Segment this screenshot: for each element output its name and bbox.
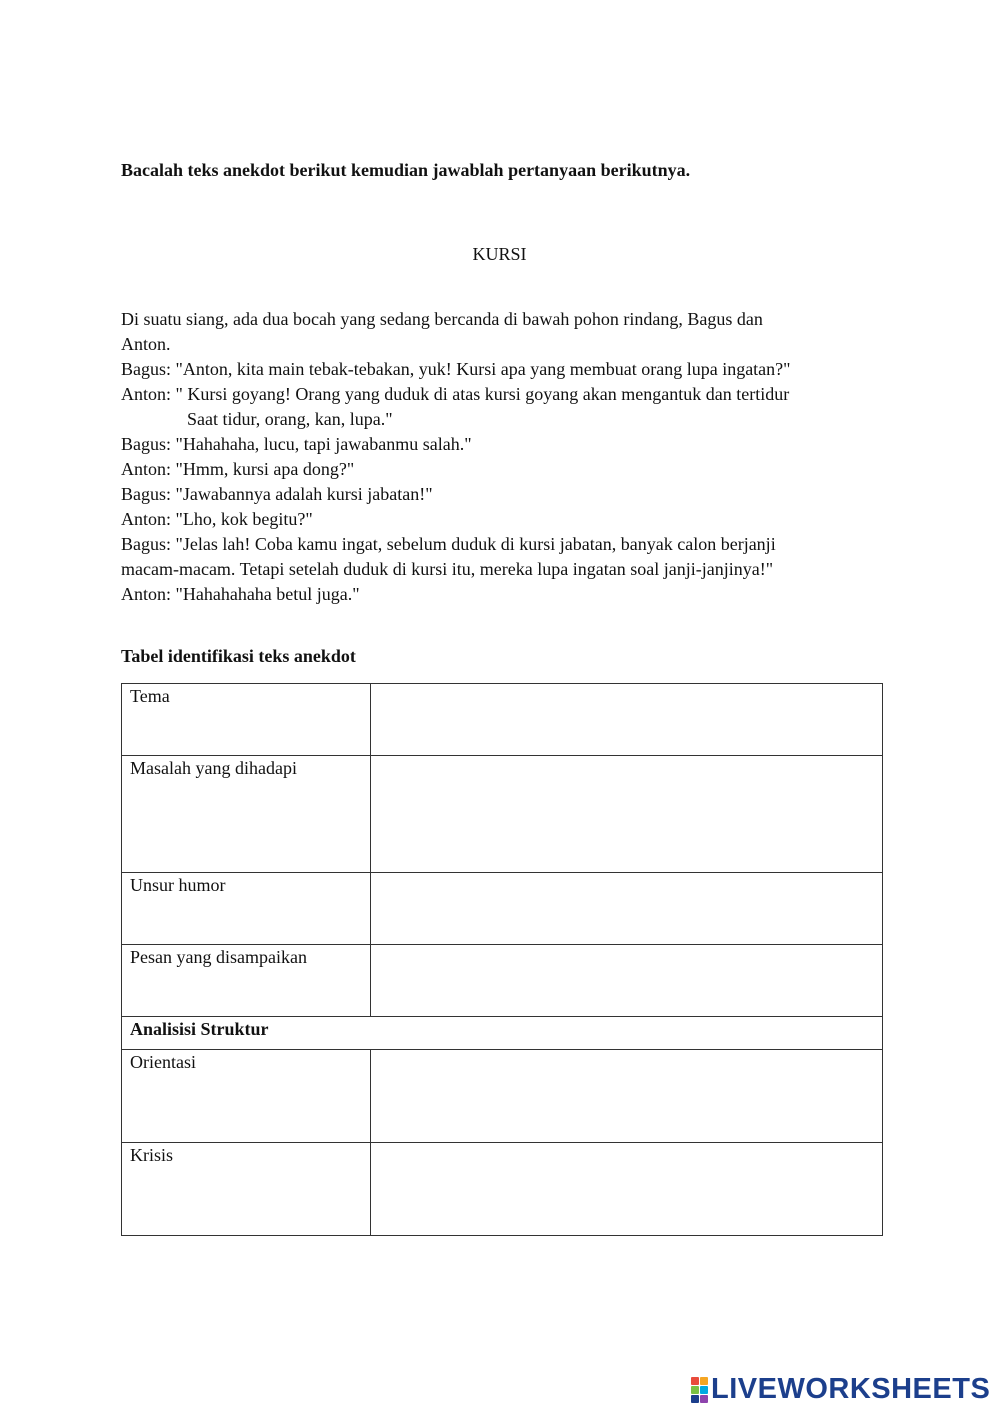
answer-field-tema[interactable] (371, 684, 883, 756)
answer-field-krisis[interactable] (371, 1143, 883, 1236)
logo-square (700, 1395, 708, 1403)
answer-field-pesan[interactable] (371, 945, 883, 1017)
section-heading-struktur: Analisisi Struktur (122, 1017, 883, 1050)
row-label-humor: Unsur humor (122, 873, 371, 945)
story-line: Di suatu siang, ada dua bocah yang sedang bercanda di bawah pohon rindang, Bagus dan (121, 309, 763, 329)
logo-square (691, 1395, 699, 1403)
table-title: Tabel identifikasi teks anekdot (121, 646, 356, 666)
story-line: Anton: "Hmm, kursi apa dong?" (121, 459, 355, 479)
story-line: Anton: "Hahahahaha betul juga." (121, 584, 360, 604)
story-line: Anton: "Lho, kok begitu?" (121, 509, 313, 529)
row-label-orientasi: Orientasi (122, 1050, 371, 1143)
story-text (121, 307, 881, 607)
table-row (122, 756, 883, 873)
row-label-krisis: Krisis (122, 1143, 371, 1236)
table-row (122, 873, 883, 945)
row-label-pesan: Pesan yang disampaikan (122, 945, 371, 1017)
instruction-text: Bacalah teks anekdot berikut kemudian jawablah pertanyaan berikutnya. (121, 160, 691, 180)
table-row (122, 1017, 883, 1050)
story-line: Saat tidur, orang, kan, lupa." (187, 409, 393, 429)
story-line: Anton. (121, 334, 171, 354)
brand-name: LIVEWORKSHEETS (711, 1373, 991, 1405)
story-line: Bagus: "Jelas lah! Coba kamu ingat, sebelum duduk di kursi jabatan, banyak calon berjanji (121, 534, 776, 554)
answer-field-masalah[interactable] (371, 756, 883, 873)
identification-table (121, 683, 883, 1236)
liveworksheets-logo (691, 1373, 990, 1406)
row-label-masalah: Masalah yang dihadapi (122, 756, 371, 873)
answer-field-orientasi[interactable] (371, 1050, 883, 1143)
table-row (122, 945, 883, 1017)
table-row (122, 1143, 883, 1236)
logo-square (691, 1377, 699, 1385)
logo-square (700, 1386, 708, 1394)
story-line: macam-macam. Tetapi setelah duduk di kursi itu, mereka lupa ingatan soal janji-janjinya!" (121, 559, 774, 579)
logo-square (691, 1386, 699, 1394)
row-label-tema: Tema (122, 684, 371, 756)
table-row (122, 1050, 883, 1143)
logo-square (700, 1377, 708, 1385)
liveworksheets-logo-icon (691, 1377, 708, 1403)
story-line: Bagus: "Jawabannya adalah kursi jabatan!" (121, 484, 433, 504)
answer-field-humor[interactable] (371, 873, 883, 945)
story-line: Bagus: "Anton, kita main tebak-tebakan, yuk! Kursi apa yang membuat orang lupa ingatan?" (121, 359, 791, 379)
story-line: Bagus: "Hahahaha, lucu, tapi jawabanmu salah." (121, 434, 472, 454)
story-title: KURSI (472, 244, 527, 264)
story-line: Anton: " Kursi goyang! Orang yang duduk di atas kursi goyang akan mengantuk dan tertidur (121, 384, 790, 404)
table-row (122, 684, 883, 756)
